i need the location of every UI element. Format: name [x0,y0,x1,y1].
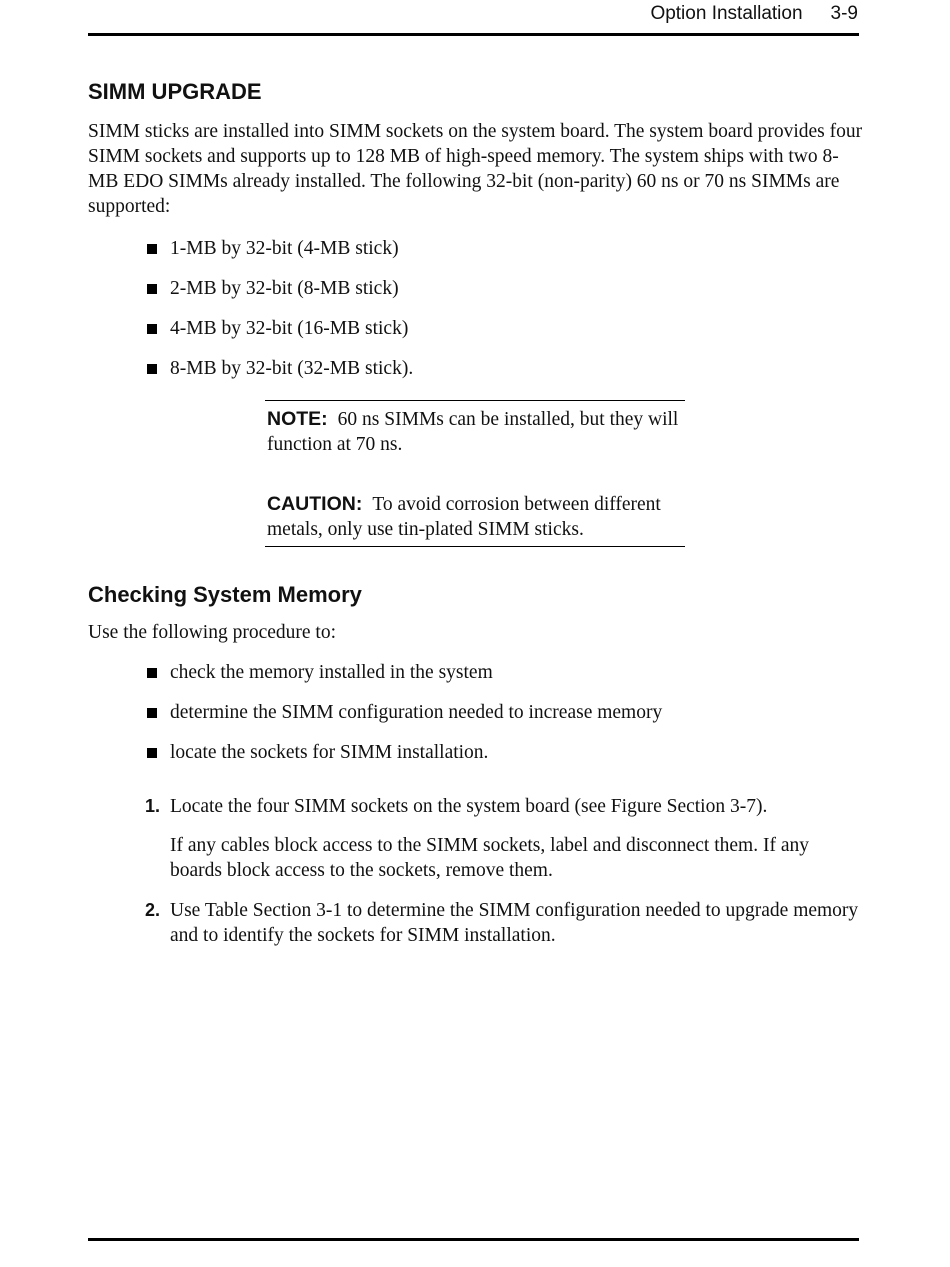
header-page-number: 3-9 [830,3,858,24]
page-header [88,0,859,36]
note-text: 60 ns SIMMs can be installed, but they will function at 70 ns. [267,409,679,455]
bullet-square-icon [147,668,157,678]
list-item-text: 1-MB by 32-bit (4-MB stick) [170,238,399,259]
note [267,407,685,457]
header-title: Option Installation [650,3,803,24]
page-content [88,78,863,948]
step-detail: If any cables block access to the SIMM sockets, label and disconnect them. If any boards block access to the sockets, remove them. [170,835,809,881]
note-caution-box [265,400,685,547]
step-text: Locate the four SIMM sockets on the system board (see Figure Section 3-7). [170,796,768,817]
list-item-text: determine the SIMM configuration needed to increase memory [170,702,663,723]
bullet-square-icon [147,748,157,758]
running-head [650,3,858,25]
bullet-square-icon [147,708,157,718]
list-item [88,700,863,725]
list-item [88,236,863,261]
note-label: NOTE: [267,408,328,430]
bullet-square-icon [147,244,157,254]
bullet-square-icon [147,364,157,374]
step-number: 1. [145,796,161,816]
step-number: 2. [145,900,161,920]
bullet-square-icon [147,324,157,334]
caution-text: To avoid corrosion between different metals, only use tin-plated SIMM sticks. [267,494,661,540]
procedure-step [88,794,863,883]
list-item-text: 8-MB by 32-bit (32-MB stick). [170,358,414,379]
bullet-square-icon [147,284,157,294]
list-item-text: locate the sockets for SIMM installation. [170,742,489,763]
procedure-steps [88,794,863,948]
procedure-purpose-list [88,660,863,765]
checking-memory-intro: Use the following procedure to: [88,622,337,643]
supported-simm-list [88,236,863,381]
caution-label: CAUTION: [267,493,363,515]
list-item [88,356,863,381]
caution [267,492,685,546]
list-item [88,276,863,301]
list-item [88,316,863,341]
list-item-text: check the memory installed in the system [170,662,493,683]
simm-upgrade-heading: SIMM UPGRADE [88,79,262,104]
list-item [88,740,863,765]
list-item-text: 2-MB by 32-bit (8-MB stick) [170,278,399,299]
simm-upgrade-intro: SIMM sticks are installed into SIMM sockets on the system board. The system board provides four SIMM sockets and supports up to 128 MB of high-speed memory. The system ships with two 8-MB EDO SIMMs already installed. The following 32-bit (non-parity) 60 ns or 70 ns SIMMs are supported: [88,121,863,217]
list-item-text: 4-MB by 32-bit (16-MB stick) [170,318,409,339]
step-text: Use Table Section 3-1 to determine the SIMM configuration needed to upgrade memory and to identify the sockets for SIMM installation. [170,900,859,946]
checking-memory-heading: Checking System Memory [88,582,362,607]
procedure-step [88,898,863,948]
list-item [88,660,863,685]
footer-rule [88,1238,859,1241]
